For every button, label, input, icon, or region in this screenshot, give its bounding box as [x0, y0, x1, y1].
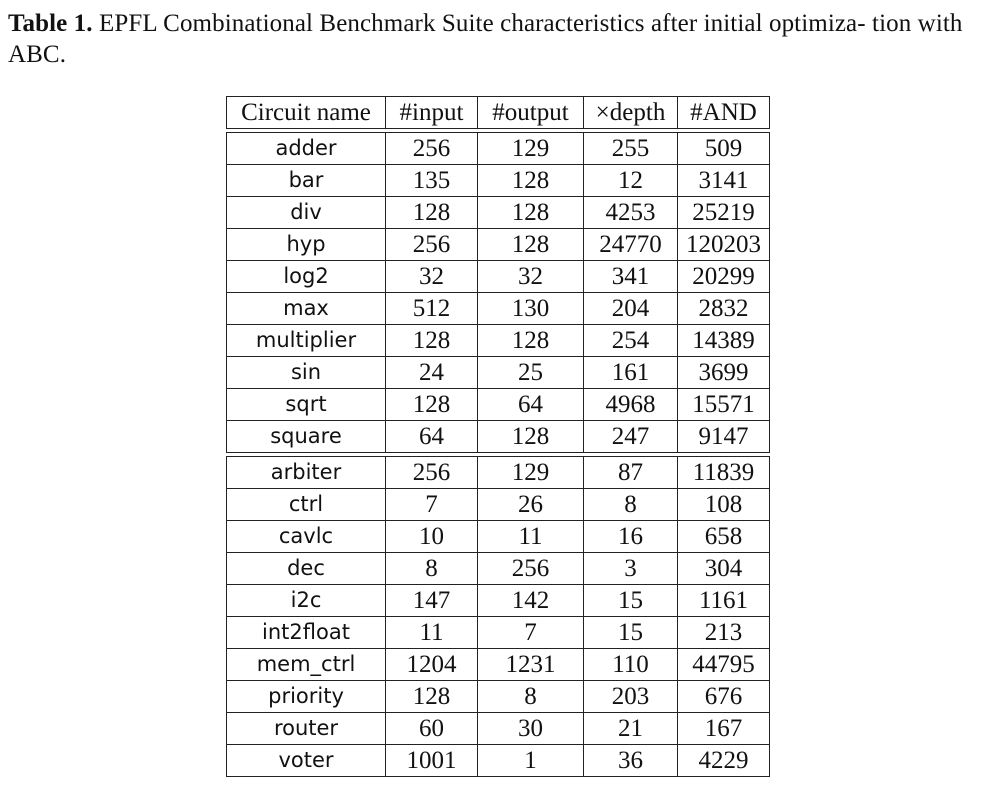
cell-depth: 36: [584, 745, 678, 777]
cell-output: 1: [478, 745, 584, 777]
table-row: [226, 457, 770, 489]
cell-circuit-name: int2float: [226, 617, 386, 649]
cell-output: 1231: [478, 649, 584, 681]
cell-output: 128: [478, 421, 584, 453]
cell-and: 2832: [678, 293, 770, 325]
cell-and: 304: [678, 553, 770, 585]
cell-circuit-name: dec: [226, 553, 386, 585]
cell-output: 30: [478, 713, 584, 745]
cell-and: 3699: [678, 357, 770, 389]
cell-circuit-name: router: [226, 713, 386, 745]
cell-input: 1204: [386, 649, 478, 681]
cell-input: 128: [386, 389, 478, 421]
header-circuit-name: Circuit name: [226, 96, 386, 129]
header-and: #AND: [678, 96, 770, 129]
cell-circuit-name: i2c: [226, 585, 386, 617]
cell-input: 64: [386, 421, 478, 453]
table-row: [226, 325, 770, 357]
header-depth: ×depth: [584, 96, 678, 129]
cell-circuit-name: priority: [226, 681, 386, 713]
table-body: [226, 129, 770, 777]
cell-and: 3141: [678, 165, 770, 197]
table-row: [226, 165, 770, 197]
cell-output: 129: [478, 457, 584, 489]
table-row: [226, 421, 770, 453]
cell-output: 128: [478, 325, 584, 357]
cell-input: 512: [386, 293, 478, 325]
cell-and: 120203: [678, 229, 770, 261]
table-row: [226, 357, 770, 389]
cell-depth: 4253: [584, 197, 678, 229]
cell-and: 11839: [678, 457, 770, 489]
cell-input: 1001: [386, 745, 478, 777]
cell-input: 128: [386, 197, 478, 229]
cell-circuit-name: sqrt: [226, 389, 386, 421]
cell-depth: 3: [584, 553, 678, 585]
cell-depth: 110: [584, 649, 678, 681]
table-row: [226, 489, 770, 521]
cell-input: 256: [386, 457, 478, 489]
cell-input: 256: [386, 229, 478, 261]
cell-output: 128: [478, 165, 584, 197]
cell-input: 128: [386, 325, 478, 357]
caption-text: EPFL Combinational Benchmark Suite characteristics after initial optimiza- tion with ABC.: [8, 10, 963, 68]
cell-and: 509: [678, 133, 770, 165]
cell-input: 11: [386, 617, 478, 649]
cell-depth: 15: [584, 617, 678, 649]
cell-depth: 12: [584, 165, 678, 197]
cell-circuit-name: ctrl: [226, 489, 386, 521]
cell-input: 32: [386, 261, 478, 293]
table-row: [226, 229, 770, 261]
table-row: [226, 745, 770, 777]
table-row: [226, 389, 770, 421]
cell-input: 256: [386, 133, 478, 165]
benchmark-table: [226, 96, 770, 777]
cell-circuit-name: mem_ctrl: [226, 649, 386, 681]
cell-input: 128: [386, 681, 478, 713]
table-row: [226, 617, 770, 649]
cell-and: 20299: [678, 261, 770, 293]
cell-depth: 341: [584, 261, 678, 293]
header-output: #output: [478, 96, 584, 129]
cell-depth: 8: [584, 489, 678, 521]
caption-label: Table 1.: [8, 10, 93, 37]
cell-output: 32: [478, 261, 584, 293]
cell-output: 26: [478, 489, 584, 521]
cell-output: 128: [478, 229, 584, 261]
cell-input: 135: [386, 165, 478, 197]
table-row: [226, 585, 770, 617]
cell-depth: 255: [584, 133, 678, 165]
cell-depth: 203: [584, 681, 678, 713]
cell-and: 658: [678, 521, 770, 553]
cell-output: 64: [478, 389, 584, 421]
cell-and: 15571: [678, 389, 770, 421]
cell-input: 7: [386, 489, 478, 521]
cell-output: 128: [478, 197, 584, 229]
cell-circuit-name: bar: [226, 165, 386, 197]
table-row: [226, 553, 770, 585]
cell-depth: 4968: [584, 389, 678, 421]
cell-circuit-name: arbiter: [226, 457, 386, 489]
cell-input: 60: [386, 713, 478, 745]
cell-input: 24: [386, 357, 478, 389]
table-row: [226, 521, 770, 553]
cell-and: 14389: [678, 325, 770, 357]
cell-input: 10: [386, 521, 478, 553]
cell-depth: 87: [584, 457, 678, 489]
cell-output: 8: [478, 681, 584, 713]
cell-and: 4229: [678, 745, 770, 777]
cell-depth: 204: [584, 293, 678, 325]
cell-depth: 16: [584, 521, 678, 553]
table-row: [226, 293, 770, 325]
table-row: [226, 197, 770, 229]
cell-depth: 21: [584, 713, 678, 745]
cell-and: 676: [678, 681, 770, 713]
header-input: #input: [386, 96, 478, 129]
table-row: [226, 261, 770, 293]
cell-and: 44795: [678, 649, 770, 681]
cell-circuit-name: cavlc: [226, 521, 386, 553]
cell-and: 213: [678, 617, 770, 649]
cell-output: 129: [478, 133, 584, 165]
cell-circuit-name: square: [226, 421, 386, 453]
cell-depth: 254: [584, 325, 678, 357]
table-caption: [8, 8, 994, 70]
cell-circuit-name: adder: [226, 133, 386, 165]
table-row: [226, 713, 770, 745]
cell-and: 108: [678, 489, 770, 521]
cell-input: 147: [386, 585, 478, 617]
cell-output: 11: [478, 521, 584, 553]
cell-depth: 247: [584, 421, 678, 453]
cell-circuit-name: hyp: [226, 229, 386, 261]
table-row: [226, 649, 770, 681]
table-row: [226, 133, 770, 165]
cell-depth: 24770: [584, 229, 678, 261]
cell-circuit-name: sin: [226, 357, 386, 389]
table-header-row: [226, 96, 770, 129]
cell-output: 25: [478, 357, 584, 389]
cell-and: 9147: [678, 421, 770, 453]
cell-circuit-name: div: [226, 197, 386, 229]
cell-and: 167: [678, 713, 770, 745]
cell-depth: 15: [584, 585, 678, 617]
cell-circuit-name: multiplier: [226, 325, 386, 357]
cell-output: 256: [478, 553, 584, 585]
cell-and: 25219: [678, 197, 770, 229]
cell-circuit-name: voter: [226, 745, 386, 777]
cell-depth: 161: [584, 357, 678, 389]
table-row: [226, 681, 770, 713]
cell-output: 7: [478, 617, 584, 649]
cell-output: 142: [478, 585, 584, 617]
cell-input: 8: [386, 553, 478, 585]
cell-circuit-name: log2: [226, 261, 386, 293]
cell-circuit-name: max: [226, 293, 386, 325]
cell-and: 1161: [678, 585, 770, 617]
benchmark-table-container: [226, 96, 770, 777]
cell-output: 130: [478, 293, 584, 325]
